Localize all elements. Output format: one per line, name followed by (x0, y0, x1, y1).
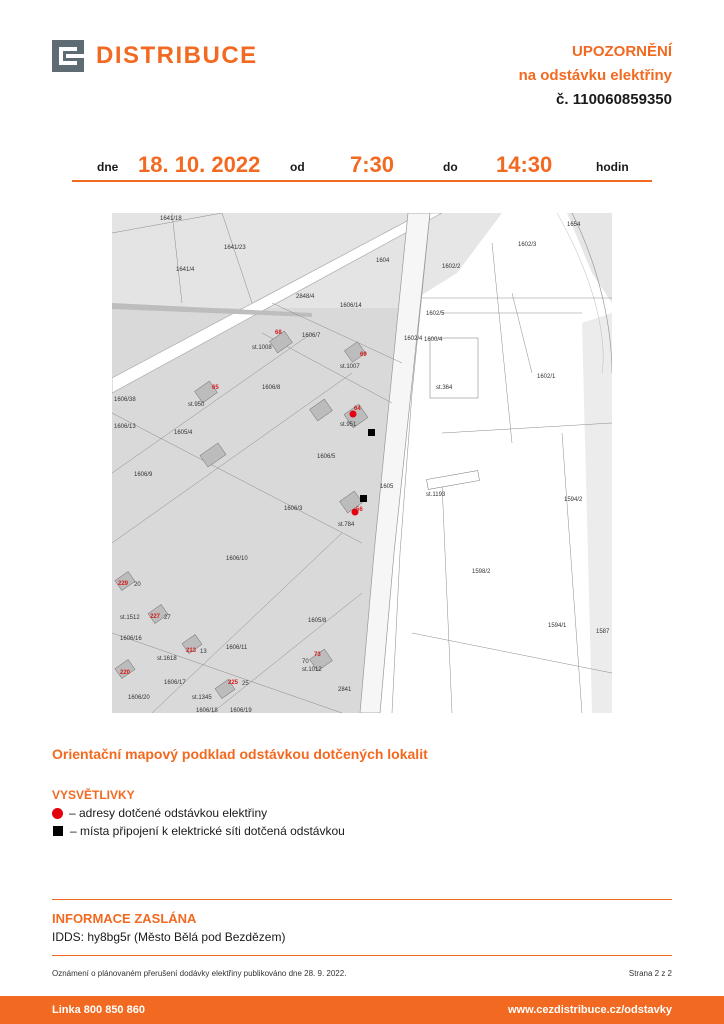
brand-name: DISTRIBUCE (96, 42, 258, 69)
address-label: 213 (186, 648, 197, 654)
parcel-label: 1606/17 (164, 680, 186, 686)
parcel-label: 1604 (376, 258, 390, 264)
time-from: 7:30 (350, 152, 395, 177)
parcel-label: 1606/3 (284, 506, 303, 512)
map-caption: Orientační mapový podklad odstávkou dotčených lokalit (52, 746, 428, 762)
parcel-label: st.950 (188, 402, 205, 408)
parcel-label: 1594/1 (548, 623, 567, 629)
address-label: 65 (212, 385, 219, 391)
address-label: 229 (118, 581, 129, 587)
parcel-label: 1602/2 (442, 264, 461, 270)
parcel-label: 1606/16 (120, 636, 142, 642)
footer-url[interactable]: www.cezdistribuce.cz/odstavky (507, 1004, 672, 1016)
parcel-label: 1606/5 (317, 454, 336, 460)
info-title: INFORMACE ZASLÁNA (52, 911, 197, 926)
parcel-label: 1606/10 (226, 556, 248, 562)
parcel-label: 1606/9 (134, 472, 153, 478)
day-label: dne (97, 160, 119, 174)
footer-phone[interactable]: Linka 800 850 860 (52, 1004, 145, 1016)
parcel-label: 1606/13 (114, 424, 136, 430)
parcel-label: 1606/18 (196, 708, 218, 713)
parcel-label: 1606/14 (340, 303, 362, 309)
parcel-label: st.1512 (120, 615, 140, 621)
notice-subtitle: na odstávku elektřiny (518, 67, 672, 84)
connection-point (360, 495, 367, 502)
parcel-label: 1606/38 (114, 397, 136, 403)
outage-map (112, 213, 612, 713)
address-label: 220 (120, 670, 131, 676)
house-number-label: 27 (164, 615, 171, 621)
parcel-label: st.784 (338, 522, 355, 528)
parcel-label: 1602/1 (537, 374, 556, 380)
parcel-label: 1602/5 (426, 311, 445, 317)
house-number-label: 70 (302, 659, 309, 665)
parcel-label: st.1193 (426, 492, 446, 498)
parcel-label: st.1008 (252, 345, 272, 351)
parcel-label: 1602/4 (404, 336, 423, 342)
cadastral-map (112, 213, 612, 713)
address-label: 227 (150, 614, 161, 620)
black-square-icon (53, 826, 63, 836)
parcel-label: 1654 (567, 222, 581, 228)
unit-label: hodin (596, 160, 629, 174)
red-dot-icon (52, 808, 63, 819)
parcel-label: 1641/23 (224, 245, 246, 251)
notice-header (519, 40, 672, 112)
parcel-label: st.364 (436, 385, 453, 391)
parcel-label: 1641/4 (176, 267, 195, 273)
parcel-label: 1606/11 (226, 645, 248, 651)
house-number-label: 13 (200, 649, 207, 655)
notice-number: č. 110060859350 (556, 91, 672, 108)
from-label: od (290, 160, 305, 174)
address-label: 64 (354, 406, 361, 412)
parcel-label: st.1345 (192, 695, 212, 701)
parcel-label: st.1012 (302, 667, 322, 673)
address-label: 56 (356, 507, 363, 513)
parcel-label: 1606/8 (262, 385, 281, 391)
parcel-label: 1606/19 (230, 708, 252, 713)
parcel-label: 1587 (596, 629, 610, 635)
footer-bar (0, 996, 724, 1024)
time-to: 14:30 (496, 152, 553, 177)
parcel-label: st.1618 (157, 656, 177, 662)
parcel-label: 1602/3 (518, 242, 537, 248)
legend-item-connections (52, 824, 345, 838)
parcel-label: st.951 (340, 422, 357, 428)
parcel-label: st.1007 (340, 364, 360, 370)
publication-note: Oznámení o plánovaném přerušení dodávky elektřiny publikováno dne 28. 9. 2022. (52, 969, 347, 978)
legend-text: – adresy dotčené odstávkou elektřiny (69, 806, 268, 820)
brand-logo (52, 40, 258, 72)
parcel-label: 2841 (338, 687, 352, 693)
parcel-label: 2848/4 (296, 294, 315, 300)
parcel-label: 1605/8 (308, 618, 327, 624)
parcel-label: 1605 (380, 484, 394, 490)
parcel-label: 1594/2 (564, 497, 583, 503)
page-number: Strana 2 z 2 (628, 969, 672, 978)
parcel-label: 1605/4 (174, 430, 193, 436)
outage-date: 18. 10. 2022 (138, 152, 261, 177)
to-label: do (443, 160, 458, 174)
divider (52, 899, 672, 900)
divider (52, 955, 672, 956)
house-number-label: 25 (242, 681, 249, 687)
house-number-label: 20 (134, 582, 141, 588)
parcel-label: 1600/4 (424, 337, 443, 343)
legend-text: – místa připojení k elektrické síti dotčená odstávkou (70, 824, 345, 838)
address-label: 73 (314, 652, 321, 658)
legend-title: VYSVĚTLIVKY (52, 788, 135, 802)
info-text: IDDS: hy8bg5r (Město Bělá pod Bezdězem) (52, 930, 286, 944)
parcel-label: 1606/7 (302, 333, 321, 339)
address-label: 225 (228, 680, 239, 686)
parcel-label: 1598/2 (472, 569, 491, 575)
cez-logo-icon (52, 40, 84, 72)
connection-point (368, 429, 375, 436)
outage-date-row (72, 150, 652, 182)
parcel-label: 1606/20 (128, 695, 150, 701)
legend-item-addresses (52, 806, 267, 820)
notice-title: UPOZORNĚNÍ (571, 43, 672, 60)
parcel-label: 1641/18 (160, 216, 182, 222)
address-label: 69 (360, 352, 367, 358)
address-label: 68 (275, 330, 282, 336)
